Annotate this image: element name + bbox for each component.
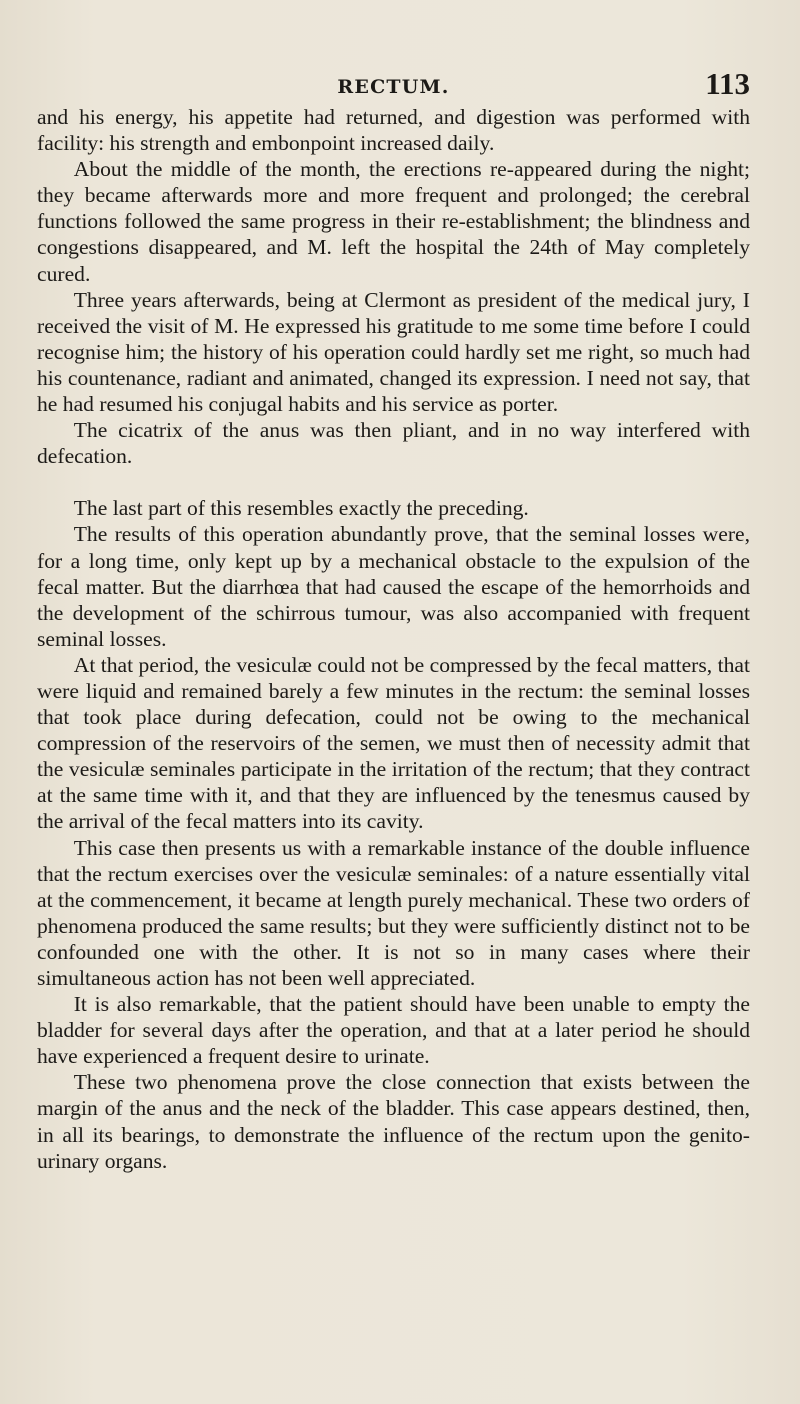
- running-title: RECTUM.: [337, 76, 450, 98]
- paragraph: Three years afterwards, being at Clermont as president of the medical jury, I received the visit of M. He expressed his gratitude to me some time before I could recognise him; the history of his operation could hardly set me right, so much had his countenance, radiant and animated, changed its expression. I need not say, that he had resumed his conjugal habits and his service as porter.: [37, 287, 750, 417]
- paragraph: This case then presents us with a remarkable instance of the double influence that the rectum exercises over the vesiculæ seminales: of a nature essentially vital at the commencement, it became at length purely mechanical. These two orders of phenomena produced the same results; but they were sufficiently distinct not to be confounded one with the other. It is not so in many cases where their simultaneous action has not been well appreciated.: [37, 835, 750, 990]
- body-text: [37, 104, 750, 1174]
- page-header: [37, 0, 750, 104]
- paragraph: These two phenomena prove the close connection that exists between the margin of the anus and the neck of the bladder. This case appears destined, then, in all its bearings, to demonstrate the influence of the rectum upon the genito-urinary organs.: [37, 1070, 750, 1173]
- paragraph: The cicatrix of the anus was then pliant, and in no way interfered with defecation.: [37, 418, 750, 469]
- page-number: 113: [705, 66, 750, 101]
- paragraph: At that period, the vesiculæ could not be compressed by the fecal matters, that were liquid and remained barely a few minutes in the rectum: the seminal losses that took place during defecation, could not be owing to the mechanical compression of the reservoirs of the semen, we must then of necessity admit that the vesiculæ seminales participate in the irritation of the rectum; that they contract at the same time with it, and that they are influenced by the tenesmus caused by the arrival of the fecal matters into its cavity.: [37, 652, 750, 834]
- paragraph: About the middle of the month, the erections re-appeared during the night; they became afterwards more and more frequent and prolonged; the cerebral functions followed the same progress in their re-establishment; the blindness and congestions disappeared, and M. left the hospital the 24th of May completely cured.: [37, 157, 750, 286]
- paragraph: The last part of this resembles exactly the preceding.: [73, 496, 529, 521]
- paragraph: It is also remarkable, that the patient should have been unable to empty the bladder for several days after the operation, and that at a later period he should have experienced a frequent desire to urinate.: [37, 992, 750, 1069]
- paragraph: The results of this operation abundantly prove, that the seminal losses were, for a long time, only kept up by a mechanical obstacle to the expulsion of the fecal matter. But the diarrhœa that had caused the escape of the hemorrhoids and the development of the schirrous tumour, was also accompanied with frequent seminal losses.: [37, 522, 750, 651]
- paragraph-continuation: and his energy, his appetite had returned, and digestion was performed with facility: his strength and embonpoint increased daily.: [37, 105, 750, 156]
